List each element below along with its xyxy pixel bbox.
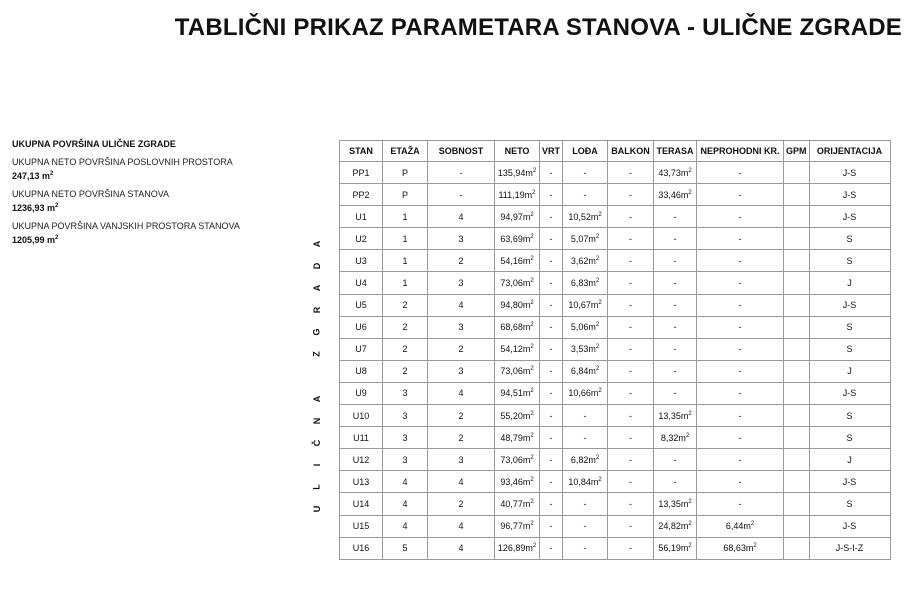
table-cell: - <box>654 449 697 471</box>
table-cell: $3,62m^2$ <box>563 250 608 272</box>
table-cell: - <box>697 493 784 515</box>
table-cell: $96,77m^2$ <box>495 515 540 537</box>
table-cell: - <box>608 360 654 382</box>
table-cell: - <box>540 405 563 427</box>
table-cell: 3 <box>383 405 428 427</box>
vertical-letter: N <box>311 417 322 425</box>
table-cell: J-S <box>809 206 890 228</box>
column-header: NEPROHODNI KR. <box>697 141 784 162</box>
table-cell: $68,68m^2$ <box>495 316 540 338</box>
table-cell: - <box>540 162 563 184</box>
table-cell: - <box>654 272 697 294</box>
table-cell: $10,66m^2$ <box>563 382 608 404</box>
table-row <box>340 162 891 184</box>
table-cell: 2 <box>428 427 495 449</box>
table-cell: $135,94m^2$ <box>495 162 540 184</box>
table-row <box>340 294 891 316</box>
table-cell: - <box>540 427 563 449</box>
table-cell: 4 <box>383 471 428 493</box>
table-cell: $43,73m^2$ <box>654 162 697 184</box>
table-cell: - <box>540 272 563 294</box>
table-cell: - <box>428 162 495 184</box>
table-row <box>340 405 891 427</box>
table-cell: U12 <box>340 449 383 471</box>
vertical-letter: G <box>311 328 322 336</box>
table-cell: 3 <box>383 449 428 471</box>
table-cell: U9 <box>340 382 383 404</box>
table-cell: - <box>608 184 654 206</box>
table-cell: - <box>697 206 784 228</box>
table-cell: J-S <box>809 162 890 184</box>
table-cell: S <box>809 338 890 360</box>
column-header: LOĐA <box>563 141 608 162</box>
table-cell: - <box>608 515 654 537</box>
table-cell: U2 <box>340 228 383 250</box>
table-cell <box>784 382 810 404</box>
table-cell: - <box>563 493 608 515</box>
table-cell: U7 <box>340 338 383 360</box>
table-cell: $5,07m^2$ <box>563 228 608 250</box>
table-cell: $48,79m^2$ <box>495 427 540 449</box>
table-row <box>340 449 891 471</box>
table-cell <box>784 360 810 382</box>
table-cell: 4 <box>428 515 495 537</box>
vertical-letter: A <box>311 395 322 402</box>
table-cell: U15 <box>340 515 383 537</box>
table-cell: - <box>654 294 697 316</box>
column-header: ETAŽA <box>383 141 428 162</box>
table-cell: $63,69m^2$ <box>495 228 540 250</box>
table-cell: - <box>608 338 654 360</box>
table-cell: - <box>563 184 608 206</box>
table-cell: - <box>654 228 697 250</box>
vertical-letter: A <box>311 284 322 292</box>
table-cell: 2 <box>428 405 495 427</box>
summary-label: UKUPNA POVRŠINA VANJSKIH PROSTORA STANOVA <box>12 221 240 231</box>
column-header: TERASA <box>654 141 697 162</box>
vertical-building-label <box>310 233 324 520</box>
table-cell: U16 <box>340 537 383 559</box>
table-cell: 3 <box>428 272 495 294</box>
table-cell: - <box>608 427 654 449</box>
table-cell: - <box>540 338 563 360</box>
vertical-letter: D <box>311 262 322 270</box>
table-cell: U4 <box>340 272 383 294</box>
table-cell: - <box>608 206 654 228</box>
column-header: VRT <box>540 141 563 162</box>
table-cell: $6,84m^2$ <box>563 360 608 382</box>
table-cell: P <box>383 184 428 206</box>
table-cell: $40,77m^2$ <box>495 493 540 515</box>
table-cell <box>784 206 810 228</box>
table-cell: - <box>608 405 654 427</box>
table-row <box>340 272 891 294</box>
column-header: ORIJENTACIJA <box>809 141 890 162</box>
table-cell: P <box>383 162 428 184</box>
table-cell: $24,82m^2$ <box>654 515 697 537</box>
column-header: SOBNOST <box>428 141 495 162</box>
table-cell: - <box>563 515 608 537</box>
table-cell: - <box>540 449 563 471</box>
table-cell: 1 <box>383 250 428 272</box>
table-cell <box>784 493 810 515</box>
table-cell: - <box>563 427 608 449</box>
table-cell: $13,35m^2$ <box>654 493 697 515</box>
table-cell: $6,82m^2$ <box>563 449 608 471</box>
column-header: NETO <box>495 141 540 162</box>
table-cell: J-S <box>809 515 890 537</box>
table-cell: 4 <box>383 515 428 537</box>
table-cell: 3 <box>428 449 495 471</box>
table-cell <box>784 228 810 250</box>
summary-value: 1205,99 $m^2$ <box>12 235 59 245</box>
table-cell <box>784 449 810 471</box>
table-cell: - <box>608 449 654 471</box>
table-cell: 3 <box>383 427 428 449</box>
table-cell: 2 <box>428 493 495 515</box>
summary-label: UKUPNA NETO POVRŠINA STANOVA <box>12 189 170 199</box>
table-cell: $111,19m^2$ <box>495 184 540 206</box>
table-cell: $68,63m^2$ <box>697 537 784 559</box>
table-cell: - <box>697 184 784 206</box>
table-row <box>340 228 891 250</box>
table-cell: J-S <box>809 471 890 493</box>
table-cell: - <box>697 162 784 184</box>
table-cell: - <box>654 250 697 272</box>
table-row <box>340 537 891 559</box>
table-cell: $3,53m^2$ <box>563 338 608 360</box>
summary-value: 1236,93 $m^2$ <box>12 203 59 213</box>
table-cell: U8 <box>340 360 383 382</box>
table-cell: 4 <box>428 537 495 559</box>
table-cell: - <box>540 493 563 515</box>
table-cell: - <box>563 537 608 559</box>
table-cell: 3 <box>428 316 495 338</box>
table-cell: S <box>809 405 890 427</box>
table-row <box>340 338 891 360</box>
table-cell <box>784 515 810 537</box>
table-cell: 1 <box>383 206 428 228</box>
table-cell: - <box>563 162 608 184</box>
table-row <box>340 316 891 338</box>
table-cell: $6,83m^2$ <box>563 272 608 294</box>
table-cell: - <box>697 382 784 404</box>
table-cell: - <box>428 184 495 206</box>
table-cell: - <box>654 338 697 360</box>
apartment-parameters-table <box>339 140 891 560</box>
table-cell: - <box>608 471 654 493</box>
table-cell: - <box>697 250 784 272</box>
table-cell: U1 <box>340 206 383 228</box>
table-cell: - <box>697 405 784 427</box>
table-cell: - <box>540 316 563 338</box>
table-cell: - <box>654 360 697 382</box>
table-cell: 4 <box>383 493 428 515</box>
table-cell: $73,06m^2$ <box>495 272 540 294</box>
table-header-row <box>340 141 891 162</box>
table-cell: U5 <box>340 294 383 316</box>
table-cell: - <box>540 250 563 272</box>
table-cell: - <box>540 471 563 493</box>
table-cell: $55,20m^2$ <box>495 405 540 427</box>
table-cell: - <box>697 471 784 493</box>
vertical-letter: I <box>311 463 322 467</box>
table-cell: - <box>540 228 563 250</box>
table-cell: - <box>697 294 784 316</box>
table-cell: $93,46m^2$ <box>495 471 540 493</box>
table-cell: $94,51m^2$ <box>495 382 540 404</box>
table-cell: J-S <box>809 382 890 404</box>
table-cell: - <box>697 427 784 449</box>
vertical-letter: A <box>311 240 322 248</box>
table-cell: U6 <box>340 316 383 338</box>
table-cell: PP1 <box>340 162 383 184</box>
table-row <box>340 427 891 449</box>
summary-value: 247,13 $m^2$ <box>12 171 54 181</box>
table-cell: 2 <box>428 338 495 360</box>
table-cell: J-S <box>809 184 890 206</box>
table-cell: - <box>608 316 654 338</box>
table-cell: J <box>809 272 890 294</box>
table-row <box>340 206 891 228</box>
table-cell: 4 <box>428 382 495 404</box>
table-cell: - <box>654 382 697 404</box>
table-cell: - <box>540 382 563 404</box>
table-cell: S <box>809 228 890 250</box>
table-cell <box>784 427 810 449</box>
table-cell: $5,06m^2$ <box>563 316 608 338</box>
table-cell: 4 <box>428 206 495 228</box>
table-cell: - <box>540 206 563 228</box>
table-cell <box>784 405 810 427</box>
table-cell: - <box>608 382 654 404</box>
table-cell: J-S <box>809 294 890 316</box>
table-cell: $13,35m^2$ <box>654 405 697 427</box>
table-cell: S <box>809 250 890 272</box>
column-header: BALKON <box>608 141 654 162</box>
table-row <box>340 360 891 382</box>
table-cell: U3 <box>340 250 383 272</box>
table-row <box>340 250 891 272</box>
table-cell <box>784 184 810 206</box>
table-cell: - <box>608 493 654 515</box>
table-cell: $56,19m^2$ <box>654 537 697 559</box>
table-cell: $10,52m^2$ <box>563 206 608 228</box>
table-cell: S <box>809 427 890 449</box>
table-cell: $54,12m^2$ <box>495 338 540 360</box>
table-cell: - <box>608 272 654 294</box>
table-cell: 2 <box>428 250 495 272</box>
table-cell: U13 <box>340 471 383 493</box>
table-row <box>340 515 891 537</box>
table-cell: $6,44m^2$ <box>697 515 784 537</box>
table-cell: - <box>697 338 784 360</box>
table-cell: $94,80m^2$ <box>495 294 540 316</box>
table-cell: - <box>540 184 563 206</box>
summary-label: UKUPNA NETO POVRŠINA POSLOVNIH PROSTORA <box>12 157 233 167</box>
table-cell: - <box>608 162 654 184</box>
table-cell: $8,32m^2$ <box>654 427 697 449</box>
table-cell: - <box>540 515 563 537</box>
table-cell: 2 <box>383 294 428 316</box>
table-cell: 1 <box>383 228 428 250</box>
table-row <box>340 493 891 515</box>
table-cell <box>784 338 810 360</box>
table-cell: J <box>809 449 890 471</box>
table-cell <box>784 250 810 272</box>
table-cell <box>784 272 810 294</box>
table-cell: - <box>697 316 784 338</box>
table-cell: 4 <box>428 294 495 316</box>
column-header: STAN <box>340 141 383 162</box>
table-cell: 4 <box>428 471 495 493</box>
vertical-letter: Z <box>311 351 322 358</box>
table-cell: - <box>540 537 563 559</box>
table-cell <box>784 537 810 559</box>
vertical-letter: Č <box>311 439 322 447</box>
table-cell: $94,97m^2$ <box>495 206 540 228</box>
table-cell: U14 <box>340 493 383 515</box>
table-cell: $33,46m^2$ <box>654 184 697 206</box>
table-row <box>340 382 891 404</box>
table-cell: $126,89m^2$ <box>495 537 540 559</box>
table-cell: - <box>697 272 784 294</box>
table-cell: 5 <box>383 537 428 559</box>
table-cell: - <box>540 294 563 316</box>
table-cell: 2 <box>383 360 428 382</box>
table-cell: - <box>697 228 784 250</box>
table-cell: 3 <box>428 228 495 250</box>
table-cell: - <box>608 537 654 559</box>
table-row <box>340 184 891 206</box>
vertical-letter: R <box>311 307 322 314</box>
table-cell: - <box>697 360 784 382</box>
table-cell: U11 <box>340 427 383 449</box>
table-cell: - <box>608 294 654 316</box>
summary-panel <box>12 138 312 252</box>
table-cell: - <box>654 471 697 493</box>
table-cell: - <box>563 405 608 427</box>
table-cell: PP2 <box>340 184 383 206</box>
table-cell: $73,06m^2$ <box>495 360 540 382</box>
page-title: TABLIČNI PRIKAZ PARAMETARA STANOVA - ULIČNE ZGRADE <box>174 14 902 41</box>
vertical-letter: L <box>311 484 322 490</box>
table-cell: 2 <box>383 316 428 338</box>
table-cell: S <box>809 316 890 338</box>
table-cell: J-S-I-Z <box>809 537 890 559</box>
table-cell: 3 <box>428 360 495 382</box>
table-cell <box>784 471 810 493</box>
table-cell: $54,16m^2$ <box>495 250 540 272</box>
summary-heading: UKUPNA POVRŠINA ULIČNE ZGRADE <box>12 139 176 149</box>
table-cell: 2 <box>383 338 428 360</box>
table-cell: J <box>809 360 890 382</box>
table-cell: - <box>608 228 654 250</box>
table-cell <box>784 162 810 184</box>
table-cell: - <box>654 316 697 338</box>
table-cell: - <box>540 360 563 382</box>
table-cell: - <box>697 449 784 471</box>
table-cell: 3 <box>383 382 428 404</box>
vertical-letter: U <box>311 505 322 513</box>
table-cell <box>784 294 810 316</box>
table-cell: $10,84m^2$ <box>563 471 608 493</box>
table-cell: - <box>654 206 697 228</box>
table-cell: - <box>608 250 654 272</box>
table-cell: $10,67m^2$ <box>563 294 608 316</box>
table-cell: S <box>809 493 890 515</box>
table-cell <box>784 316 810 338</box>
table-cell: 1 <box>383 272 428 294</box>
column-header: GPM <box>784 141 810 162</box>
table-cell: $73,06m^2$ <box>495 449 540 471</box>
table-row <box>340 471 891 493</box>
table-cell: U10 <box>340 405 383 427</box>
